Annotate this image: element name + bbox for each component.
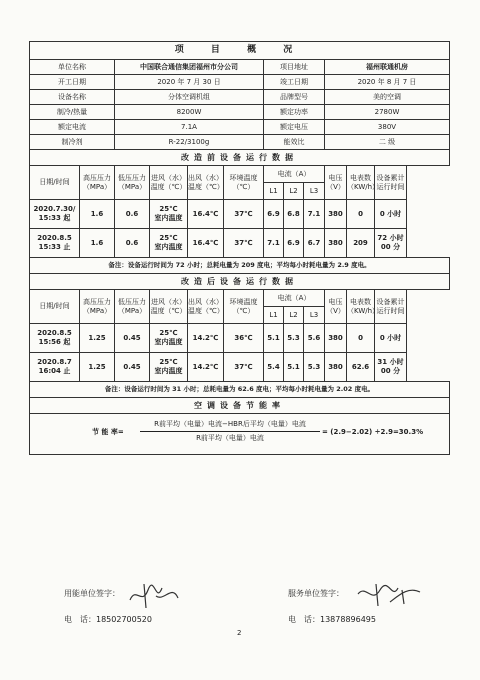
- info-label: 额定电压: [264, 120, 325, 135]
- cell-acc: 0 小时: [375, 200, 407, 229]
- saving-label: 节 能 率=: [92, 428, 124, 436]
- cell-amb: 37℃: [224, 229, 264, 258]
- col-runtime: 设备累计运行时间: [375, 166, 407, 200]
- info-label: 品牌型号: [264, 90, 325, 105]
- cell-lp: 0.45: [115, 353, 150, 382]
- info-value: 福州联通机房: [325, 60, 450, 75]
- cell-date: 2020.8.5 15:33 止: [30, 229, 80, 258]
- info-value: 二 级: [325, 135, 450, 150]
- cell-l3: 5.3: [304, 353, 325, 382]
- col-l3: L3: [304, 307, 325, 324]
- cell-l1: 5.4: [264, 353, 284, 382]
- table-row: [30, 229, 450, 258]
- col-date: 日期/时间: [30, 166, 80, 200]
- saving-numerator: R前平均（电量）电流−HBR后平均（电量）电流: [140, 420, 320, 432]
- cell-in: 25℃ 室内温度: [150, 324, 188, 353]
- cell-volt: 380: [325, 229, 347, 258]
- info-label: 设备名称: [30, 90, 115, 105]
- info-value: 7.1A: [115, 120, 264, 135]
- before-heading: 改造前设备运行数据: [30, 150, 450, 166]
- cell-out: 16.4℃: [188, 200, 224, 229]
- cell-lp: 0.6: [115, 229, 150, 258]
- after-note: 备注：设备运行时间为 31 小时；总耗电量为 62.6 度电；平均每小时耗电量为 2.02 度电。: [30, 382, 450, 398]
- col-outlet-temp: 出风（水）温度（℃）: [188, 166, 224, 200]
- info-value: 美的空调: [325, 90, 450, 105]
- after-heading: 改造后设备运行数据: [30, 274, 450, 290]
- cell-volt: 380: [325, 200, 347, 229]
- table-header-row: [30, 290, 450, 307]
- info-value: 分体空调机组: [115, 90, 264, 105]
- cell-lp: 0.6: [115, 200, 150, 229]
- col-l2: L2: [284, 307, 304, 324]
- cell-amb: 37℃: [224, 353, 264, 382]
- saving-formula: [30, 414, 450, 455]
- table-row: [30, 324, 450, 353]
- cell-out: 14.2℃: [188, 353, 224, 382]
- cell-l3: 5.6: [304, 324, 325, 353]
- col-current: 电流（A）: [264, 166, 325, 183]
- cell-meter: 0: [347, 200, 375, 229]
- saving-heading: 空调设备节能率: [30, 398, 450, 414]
- info-value: 中国联合通信集团福州市分公司: [115, 60, 264, 75]
- cell-l2: 5.3: [284, 324, 304, 353]
- cell-out: 16.4℃: [188, 229, 224, 258]
- service-signature-label: 服务单位签字：: [288, 589, 344, 598]
- cell-l2: 6.8: [284, 200, 304, 229]
- cell-meter: 62.6: [347, 353, 375, 382]
- info-value: 2780W: [325, 105, 450, 120]
- table-row: [30, 353, 450, 382]
- info-row: [30, 120, 450, 135]
- col-low-pressure: 低压压力（MPa）: [115, 290, 150, 324]
- col-l1: L1: [264, 307, 284, 324]
- cell-amb: 36℃: [224, 324, 264, 353]
- page-number: 2: [237, 629, 242, 637]
- cell-hp: 1.25: [80, 324, 115, 353]
- cell-l1: 7.1: [264, 229, 284, 258]
- col-date: 日期/时间: [30, 290, 80, 324]
- info-label: 制冷剂: [30, 135, 115, 150]
- col-current: 电流（A）: [264, 290, 325, 307]
- sheet-title: 项 目 概 况: [30, 42, 450, 60]
- cell-l1: 5.1: [264, 324, 284, 353]
- info-row: [30, 75, 450, 90]
- service-phone: 电 话：13878896495: [288, 615, 376, 624]
- col-l3: L3: [304, 183, 325, 200]
- project-overview-sheet: [29, 41, 449, 455]
- col-l1: L1: [264, 183, 284, 200]
- info-value: 2020 年 8 月 7 日: [325, 75, 450, 90]
- cell-date: 2020.8.5 15:56 起: [30, 324, 80, 353]
- cell-in: 25℃ 室内温度: [150, 353, 188, 382]
- table-row: [30, 200, 450, 229]
- info-label: 项目地址: [264, 60, 325, 75]
- cell-in: 25℃ 室内温度: [150, 200, 188, 229]
- cell-amb: 37℃: [224, 200, 264, 229]
- cell-l2: 5.1: [284, 353, 304, 382]
- cell-meter: 209: [347, 229, 375, 258]
- info-row: [30, 105, 450, 120]
- cell-acc: 31 小时 00 分: [375, 353, 407, 382]
- col-voltage: 电压（V）: [325, 290, 347, 324]
- col-meter: 电表数（KW/h）: [347, 290, 375, 324]
- col-ambient-temp: 环境温度（℃）: [224, 290, 264, 324]
- info-label: 能效比: [264, 135, 325, 150]
- table-header-row: [30, 166, 450, 183]
- col-voltage: 电压（V）: [325, 166, 347, 200]
- info-value: 380V: [325, 120, 450, 135]
- cell-hp: 1.6: [80, 229, 115, 258]
- col-ambient-temp: 环境温度（℃）: [224, 166, 264, 200]
- saving-result: = (2.9−2.02) ÷2.9=30.3%: [322, 428, 424, 436]
- cell-in: 25℃ 室内温度: [150, 229, 188, 258]
- user-phone: 电 话：18502700520: [64, 615, 152, 624]
- cell-date: 2020.8.7 16:04 止: [30, 353, 80, 382]
- info-value: R-22/3100g: [115, 135, 264, 150]
- col-high-pressure: 高压压力（MPa）: [80, 290, 115, 324]
- cell-date: 2020.7.30/ 15:33 起: [30, 200, 80, 229]
- cell-hp: 1.6: [80, 200, 115, 229]
- info-value: 2020 年 7 月 30 日: [115, 75, 264, 90]
- saving-fraction: [140, 420, 320, 443]
- cell-l1: 6.9: [264, 200, 284, 229]
- cell-lp: 0.45: [115, 324, 150, 353]
- cell-hp: 1.25: [80, 353, 115, 382]
- cell-l2: 6.9: [284, 229, 304, 258]
- cell-out: 14.2℃: [188, 324, 224, 353]
- cell-acc: 0 小时: [375, 324, 407, 353]
- cell-l3: 6.7: [304, 229, 325, 258]
- user-signature-label: 用能单位签字：: [64, 589, 120, 598]
- cell-meter: 0: [347, 324, 375, 353]
- info-label: 制冷/热量: [30, 105, 115, 120]
- col-inlet-temp: 进风（水）温度（℃）: [150, 290, 188, 324]
- col-l2: L2: [284, 183, 304, 200]
- col-outlet-temp: 出风（水）温度（℃）: [188, 290, 224, 324]
- cell-l3: 7.1: [304, 200, 325, 229]
- col-meter: 电表数（KW/h）: [347, 166, 375, 200]
- saving-denominator: R前平均（电量）电流: [196, 433, 264, 442]
- cell-volt: 380: [325, 353, 347, 382]
- service-handwritten-signature: [354, 580, 424, 610]
- user-handwritten-signature: [126, 580, 182, 610]
- info-label: 竣工日期: [264, 75, 325, 90]
- col-runtime: 设备累计运行时间: [375, 290, 407, 324]
- info-label: 额定电流: [30, 120, 115, 135]
- info-row: [30, 90, 450, 105]
- info-row: [30, 135, 450, 150]
- info-label: 开工日期: [30, 75, 115, 90]
- col-inlet-temp: 进风（水）温度（℃）: [150, 166, 188, 200]
- info-label: 额定功率: [264, 105, 325, 120]
- info-row: [30, 60, 450, 75]
- info-value: 8200W: [115, 105, 264, 120]
- info-label: 单位名称: [30, 60, 115, 75]
- col-high-pressure: 高压压力（MPa）: [80, 166, 115, 200]
- cell-acc: 72 小时 00 分: [375, 229, 407, 258]
- col-low-pressure: 低压压力（MPa）: [115, 166, 150, 200]
- cell-volt: 380: [325, 324, 347, 353]
- overview-table: [29, 41, 450, 455]
- before-note: 备注：设备运行时间为 72 小时；总耗电量为 209 度电；平均每小时耗电量为 2.9 度电。: [30, 258, 450, 274]
